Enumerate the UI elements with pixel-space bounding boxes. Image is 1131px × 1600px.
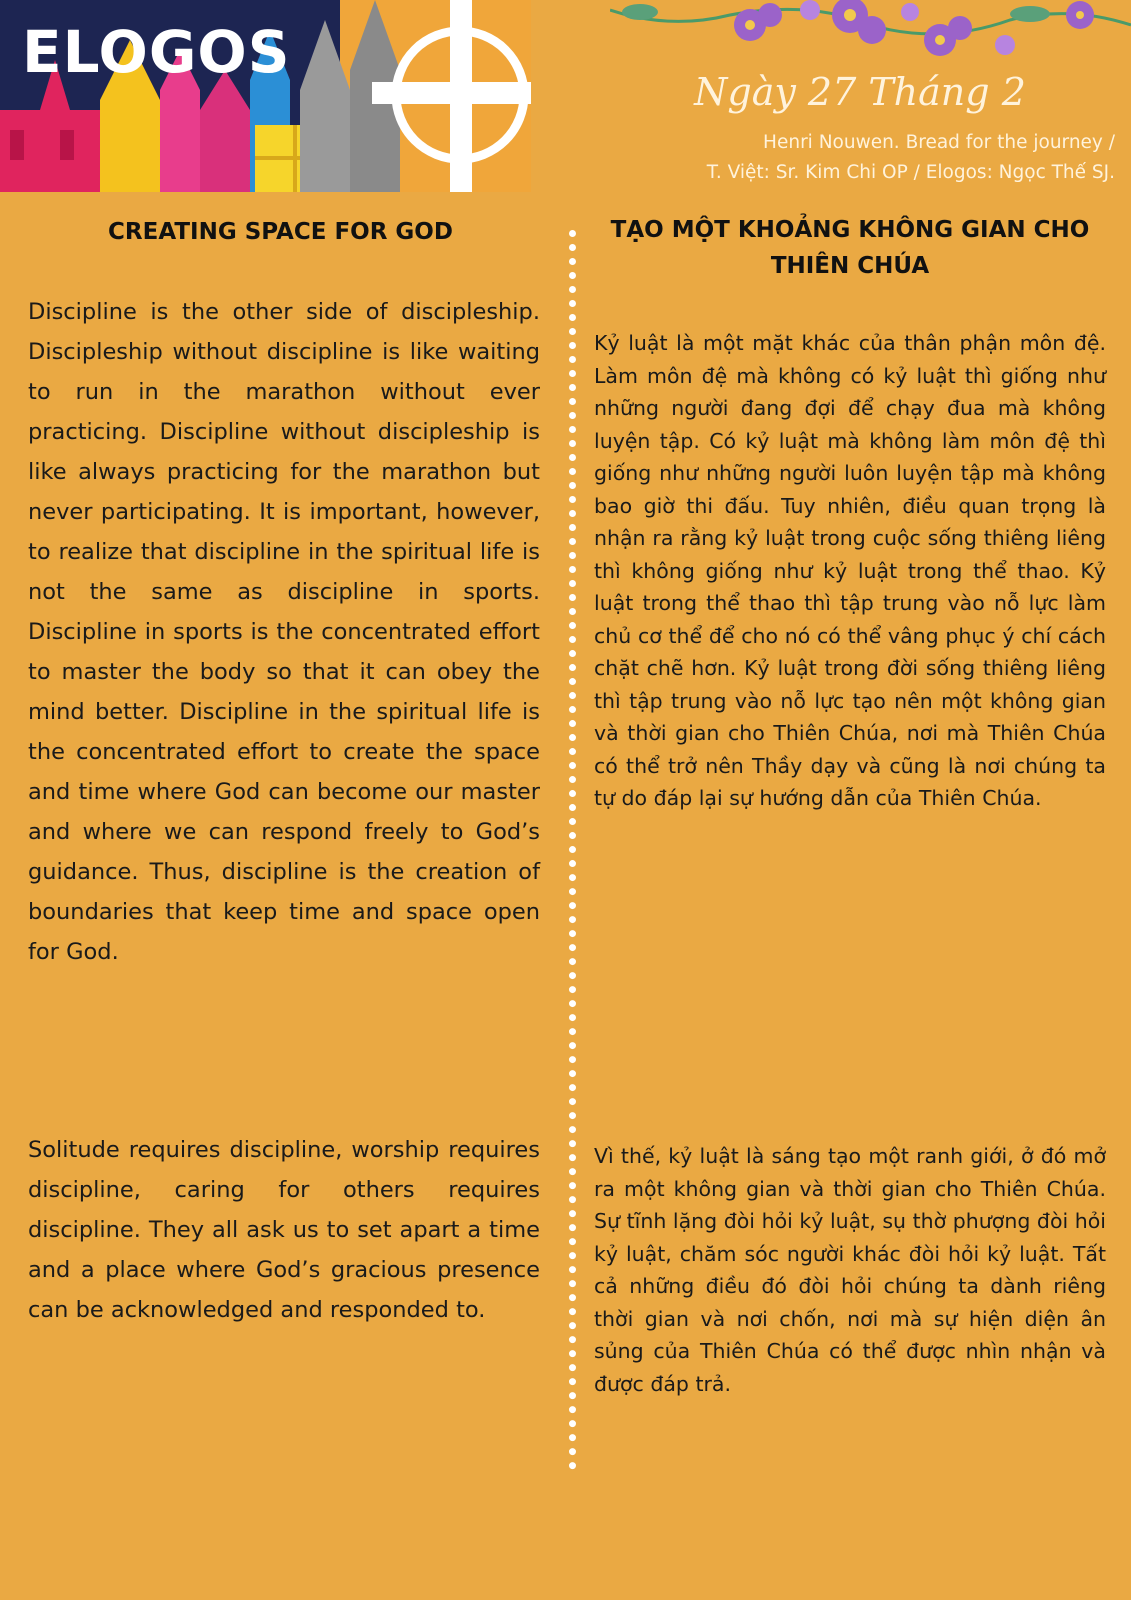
column-divider [569,230,576,1470]
credit-block [570,128,1115,188]
english-paragraph: Discipline is the other side of discipleship. Discipleship without discipline is like waiting to run in the marathon without ever practicing. Discipline without discipleship is like always practicing for the marathon but never participating. It is important, however, to realize that discipline in the spiritual life is not the same as discipline in sports. Discipline in sports is the concentrated effort to master the body so that it can obey the mind better. Discipline in the spiritual life is the concentrated effort to create the space and time where God can become our master and where we can respond freely to God’s guidance. Thus, discipline is the creation of boundaries that keep time and space open for God. [28,299,540,965]
vietnamese-paragraph: Vì thế, kỷ luật là sáng tạo một ranh giới, ở đó mở ra một không gian và thời gian cho Thiên Chúa. Sự tĩnh lặng đòi hỏi kỷ luật, sụ thờ phượng đòi hỏi kỷ luật, chăm sóc người khác đòi hỏi kỷ luật. Tất cả những điều đó đòi hỏi chúng ta dành riêng thời gian và nơi chốn, nơi mà sự hiện diện ân sủng của Thiên Chúa có thể được nhìn nhận và được đáp trả. [594,1144,1106,1396]
header-banner [0,0,531,192]
vietnamese-title: TẠO MỘT KHOẢNG KHÔNG GIAN CHO THIÊN CHÚA [610,217,1090,279]
flowers-decoration [610,0,1131,70]
vietnamese-paragraph: Kỷ luật là một mặt khác của thân phận môn đệ. Làm môn đệ mà không có kỷ luật thì giống như những người đang đợi để chạy đua mà không luyện tập. Có kỷ luật mà không làm môn đệ thì giống như những người luôn luyện tập mà không bao giờ thi đấu. Tuy nhiên, điều quan trọng là nhận ra rằng kỷ luật trong cuộc sống thiêng liêng thì không giống như kỷ luật trong thể thao. Kỷ luật trong thể thao thì tập trung vào nỗ lực làm chủ cơ thể để cho nó có thể vâng phục ý chí cách chặt chẽ hơn. Kỷ luật trong đời sống thiêng liêng thì tập trung vào nỗ lực tạo nên một không gian và thời gian cho Thiên Chúa, nơi mà Thiên Chúa có thể trở nên Thầy dạy và cũng là nơi chúng ta tự do đáp lại sự hướng dẫn của Thiên Chúa. [594,331,1106,810]
credit-line: T. Việt: Sr. Kim Chi OP / Elogos: Ngọc Thế SJ. [706,162,1115,183]
english-title: CREATING SPACE FOR GOD [108,219,453,245]
english-paragraph: Solitude requires discipline, worship requires discipline, caring for others requires discipline. They all ask us to set apart a time and a place where God’s gracious presence can be acknowledged and responded to. [28,1137,540,1323]
date-title: Ngày 27 Tháng 2 [694,70,1026,114]
credit-line: Henri Nouwen. Bread for the journey / [763,132,1115,153]
brand-logo: ELOGOS [22,18,291,86]
